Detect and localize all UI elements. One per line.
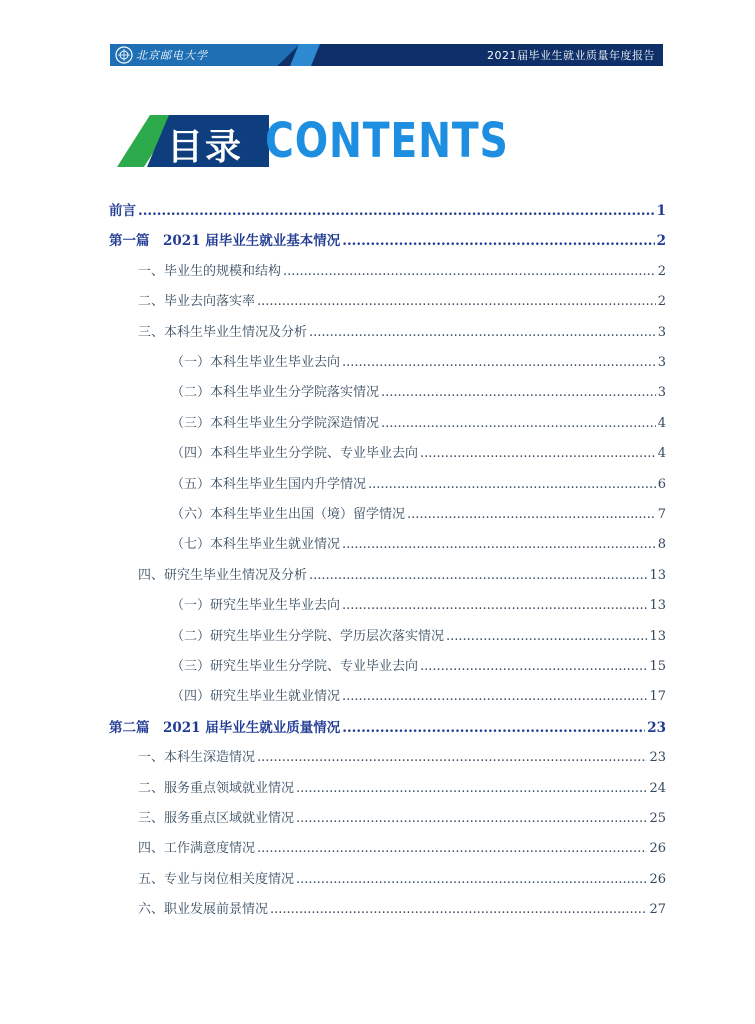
toc-entry-label: （一）研究生毕业生毕业去向 (171, 598, 341, 614)
toc-entry-page: 4 (657, 446, 666, 462)
toc-entry-page: 23 (649, 750, 666, 766)
toc-entry[interactable] (109, 381, 666, 401)
toc-entry[interactable] (109, 868, 666, 888)
toc-leader-dots (257, 750, 647, 765)
toc-leader-dots (381, 416, 656, 431)
toc-entry-label: （五）本科生毕业生国内升学情况 (171, 476, 367, 492)
toc-entry[interactable] (109, 503, 666, 523)
toc-entry-page: 7 (657, 507, 666, 522)
toc-entry[interactable] (109, 655, 666, 675)
toc-entry-label: （四）研究生毕业生就业情况 (171, 689, 341, 705)
toc-entry[interactable] (109, 229, 666, 249)
toc-entry-label: 第一篇 2021 届毕业生就业基本情况 (109, 233, 341, 250)
toc-entry[interactable] (109, 442, 666, 462)
toc-entry[interactable] (109, 837, 666, 857)
toc-entry-page: 6 (657, 476, 666, 492)
toc-entry[interactable] (109, 199, 666, 219)
toc-entry-label: （二）本科生毕业生分学院落实情况 (171, 385, 380, 401)
toc-entry-page: 4 (657, 415, 666, 431)
toc-leader-dots (381, 385, 656, 400)
toc-leader-dots (368, 477, 656, 492)
contents-title (117, 115, 517, 167)
toc-entry-page: 8 (657, 537, 666, 553)
toc-entry-label: （三）本科生毕业生分学院深造情况 (171, 415, 380, 431)
toc-leader-dots (420, 446, 656, 461)
toc-entry-label: （二）研究生毕业生分学院、学历层次落实情况 (171, 628, 445, 644)
toc-leader-dots (342, 598, 647, 613)
toc-leader-dots (296, 781, 647, 796)
toc-entry[interactable] (109, 807, 666, 827)
toc-entry-page: 2 (657, 263, 666, 279)
toc-leader-dots (446, 629, 647, 644)
toc-entry-page: 26 (649, 871, 666, 887)
university-logo-text: 北京邮电大学 (136, 49, 208, 62)
toc-entry-page: 13 (649, 598, 666, 614)
toc-entry[interactable] (109, 594, 666, 614)
toc-entry[interactable] (109, 351, 666, 371)
toc-leader-dots (342, 720, 645, 736)
toc-entry-page: 15 (649, 659, 666, 674)
toc-entry[interactable] (109, 412, 666, 432)
report-title: 2021届毕业生就业质量年度报告 (487, 49, 655, 62)
toc-entry-label: （四）本科生毕业生分学院、专业毕业去向 (171, 446, 419, 462)
toc-leader-dots (420, 659, 647, 674)
toc-leader-dots (138, 203, 655, 219)
toc-leader-dots (342, 233, 654, 249)
toc-entry-page: 2 (657, 294, 666, 310)
toc-entry[interactable] (109, 290, 666, 310)
toc-entry-page: 3 (657, 385, 666, 401)
toc-leader-dots (407, 507, 656, 522)
title-english: CONTENTS (265, 113, 509, 169)
toc-entry-page: 17 (649, 689, 666, 705)
toc-entry-page: 3 (657, 355, 666, 370)
toc-entry[interactable] (109, 564, 666, 584)
toc-entry-label: （一）本科生毕业生毕业去向 (171, 355, 341, 370)
toc-entry-label: 一、本科生深造情况 (138, 750, 256, 766)
toc-entry-label: 第二篇 2021 届毕业生就业质量情况 (109, 719, 341, 736)
toc-entry-page: 26 (649, 841, 666, 857)
toc-entry-label: （三）研究生毕业生分学院、专业毕业去向 (171, 659, 419, 674)
toc-entry-label: （六）本科生毕业生出国（境）留学情况 (171, 507, 406, 522)
toc-entry-page: 3 (657, 324, 666, 340)
toc-leader-dots (257, 294, 656, 309)
toc-entry-label: 前言 (109, 203, 136, 219)
toc-leader-dots (342, 355, 656, 370)
toc-entry-label: 三、本科生毕业生情况及分析 (138, 324, 308, 340)
toc-entry-page: 25 (649, 811, 666, 826)
toc-entry-page: 1 (656, 203, 666, 219)
toc-entry-label: 四、工作满意度情况 (138, 841, 256, 857)
toc-leader-dots (283, 264, 656, 279)
toc-leader-dots (309, 325, 656, 340)
toc-entry[interactable] (109, 625, 666, 645)
toc-entry[interactable] (109, 746, 666, 766)
page-header (110, 44, 663, 66)
toc-leader-dots (296, 811, 647, 826)
toc-leader-dots (257, 841, 647, 856)
toc-entry-label: 四、研究生毕业生情况及分析 (138, 567, 308, 583)
toc-entry-page: 23 (647, 719, 666, 736)
toc-entry[interactable] (109, 321, 666, 341)
toc-entry-label: （七）本科生毕业生就业情况 (171, 537, 341, 553)
toc-entry-page: 24 (649, 780, 666, 796)
toc-leader-dots (309, 568, 647, 583)
toc-entry-label: 五、专业与岗位相关度情况 (138, 871, 295, 887)
toc-entry-label: 六、职业发展前景情况 (138, 902, 269, 918)
toc-entry[interactable] (109, 533, 666, 553)
title-chinese: 目录 (167, 127, 244, 168)
toc-leader-dots (270, 902, 647, 917)
toc-entry-label: 一、毕业生的规模和结构 (138, 263, 282, 279)
toc-entry-label: 二、服务重点领域就业情况 (138, 780, 295, 796)
toc-entry-label: 三、服务重点区域就业情况 (138, 811, 295, 826)
toc-entry-page: 2 (656, 233, 666, 250)
toc-leader-dots (342, 689, 647, 704)
toc-entry[interactable] (109, 898, 666, 918)
toc-entry-page: 27 (649, 902, 666, 918)
toc-entry-page: 13 (649, 628, 666, 644)
toc-entry[interactable] (109, 716, 666, 736)
toc-entry[interactable] (109, 777, 666, 797)
toc-leader-dots (296, 872, 647, 887)
toc-entry[interactable] (109, 473, 666, 493)
toc-leader-dots (342, 537, 656, 552)
university-emblem-icon (115, 46, 133, 64)
toc-entry[interactable] (109, 260, 666, 280)
toc-entry-label: 二、毕业去向落实率 (138, 294, 256, 310)
toc-entry[interactable] (109, 685, 666, 705)
toc-entry-page: 13 (649, 567, 666, 583)
